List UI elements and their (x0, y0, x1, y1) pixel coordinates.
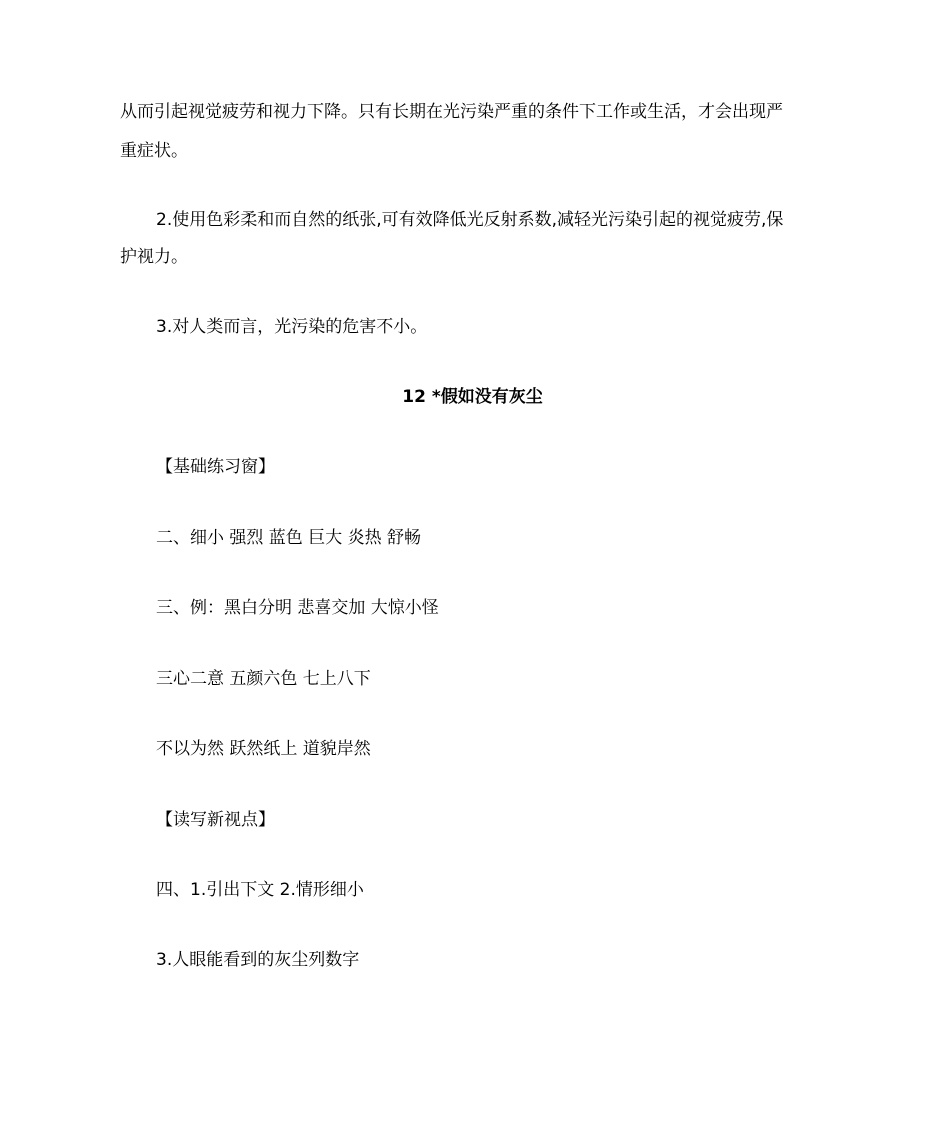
paragraph-2-line-2: 护视力。 (120, 247, 188, 267)
answer-item-4b: 3.人眼能看到的灰尘列数字 (156, 950, 360, 970)
answer-item-4: 四、1.引出下文 2.情形细小 (156, 880, 364, 900)
paragraph-3: 3.对人类而言，光污染的危害不小。 (156, 317, 428, 337)
answer-item-3c: 不以为然 跃然纸上 道貌岸然 (156, 739, 371, 759)
paragraph-1-line-2: 重症状。 (120, 141, 188, 161)
heading-reading-writing: 【读写新视点】 (156, 810, 275, 830)
heading-basic-practice: 【基础练习窗】 (156, 457, 275, 477)
paragraph-2-line-1: 2.使用色彩柔和而自然的纸张,可有效降低光反射系数,减轻光污染引起的视觉疲劳,保 (156, 210, 784, 230)
answer-item-3: 三、例：黑白分明 悲喜交加 大惊小怪 (156, 598, 439, 618)
section-title: 12 *假如没有灰尘 (402, 387, 543, 407)
paragraph-1-line-1: 从而引起视觉疲劳和视力下降。只有长期在光污染严重的条件下工作或生活，才会出现严 (120, 102, 783, 122)
answer-item-3b: 三心二意 五颜六色 七上八下 (156, 669, 371, 689)
answer-item-2: 二、细小 强烈 蓝色 巨大 炎热 舒畅 (156, 528, 422, 548)
